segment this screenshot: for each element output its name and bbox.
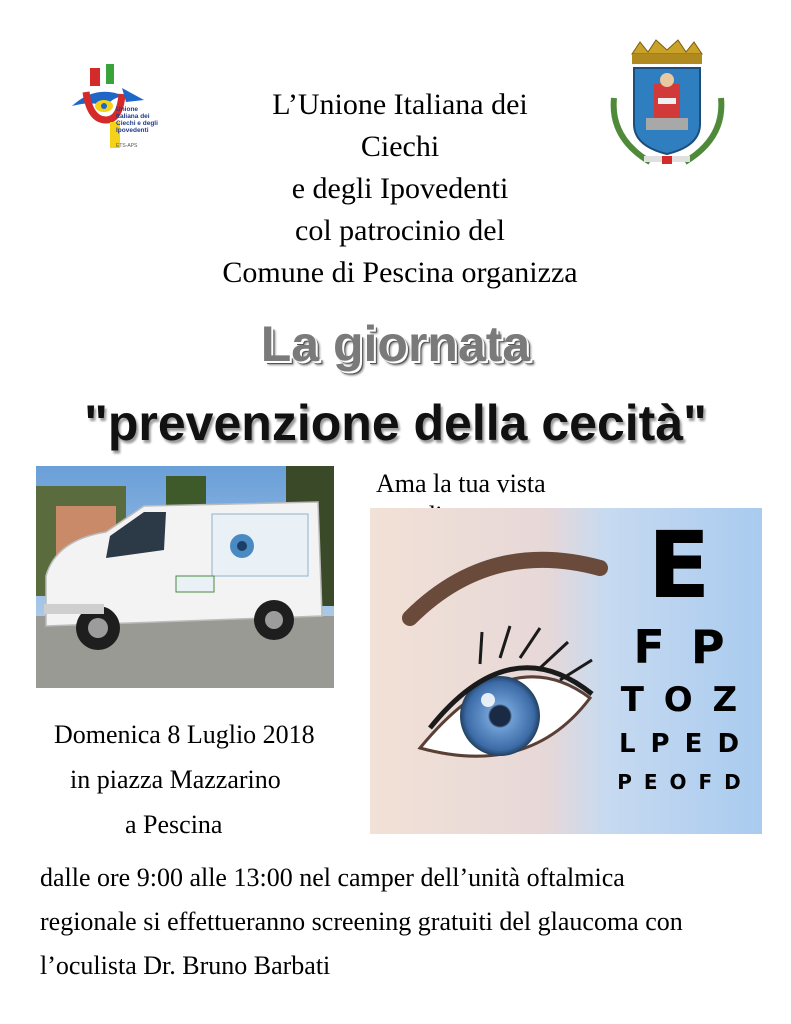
uici-logo [66,62,178,154]
header-line: L’Unione Italiana dei [272,88,528,121]
mobile-eye-clinic-van-photo [36,466,334,688]
eye-chart-row: E [647,512,711,619]
eye-chart-row: T O Z [620,680,738,720]
header-line: Ciechi [360,130,440,163]
description-line: l’oculista Dr. Bruno Barbati [40,951,331,980]
header-line: col patrocinio del [295,214,505,247]
header-line: e degli Ipovedenti [291,172,509,205]
event-title: La giornata [260,316,531,372]
event-town: a Pescina [125,810,223,839]
description-line: dalle ore 9:00 alle 13:00 nel camper dell’unità oftalmica [40,863,625,892]
event-date: Domenica 8 Luglio 2018 [54,720,315,749]
event-subtitle: "prevenzione della cecità" [84,395,707,451]
eye-chart-row: F P [633,620,725,674]
event-place: in piazza Mazzarino [70,765,281,794]
header-line: Comune di Pescina organizza [222,256,578,289]
eye-chart-photo [370,508,762,834]
eye-chart-row: L P E D [618,729,740,759]
uici-org-suffix: ETS-APS [116,143,138,149]
mobile-clinic-van-photo [36,466,334,688]
organizer-header [170,84,630,294]
uici-org-name: Unione Italiana dei Ciechi e degli Ipovedenti [116,106,158,134]
event-description [40,856,770,988]
eye-chart-row: P E O F D [617,770,741,794]
eye-chart [596,508,762,800]
description-line: regionale si effettueranno screening gratuiti del glaucoma con [40,907,683,936]
tagline-line: Ama la tua vista [376,469,546,498]
